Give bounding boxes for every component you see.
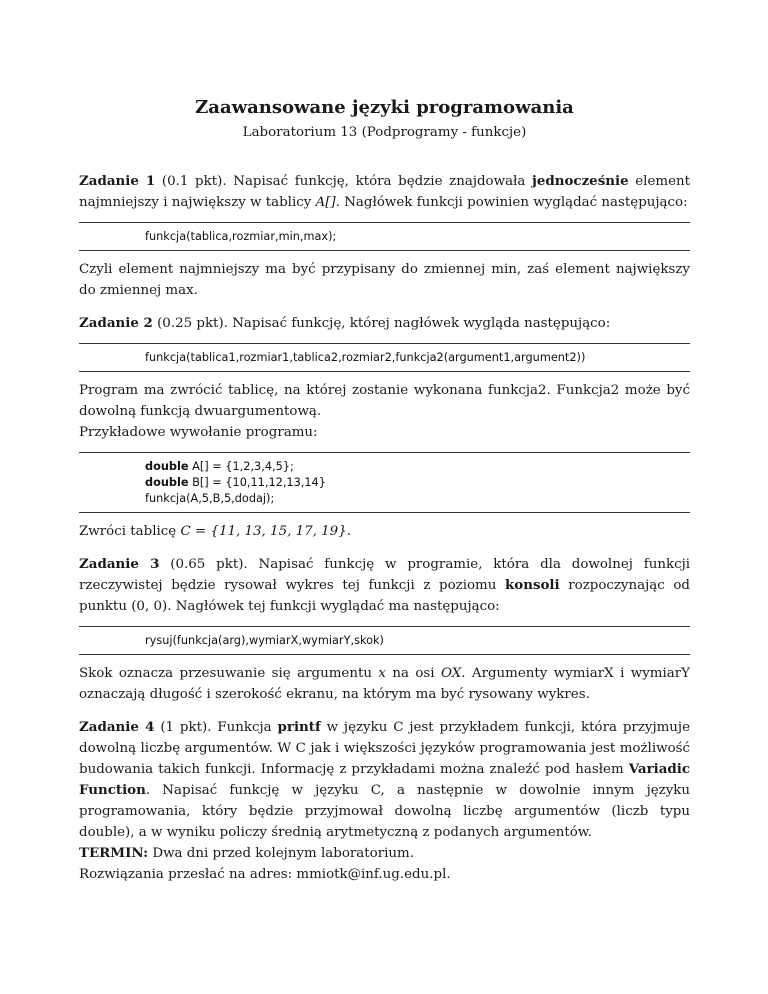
task-4-points: (1 pkt).	[160, 720, 212, 735]
task-1-text-c: . Nagłówek funkcji powinien wyglądać następująco:	[335, 195, 688, 210]
task-1-text-b: element najmniejszy i największy w tablicy	[79, 174, 690, 210]
deadline	[79, 843, 690, 864]
task-2-result	[79, 521, 690, 542]
task-4-variadic: Variadic Function	[79, 761, 690, 798]
task-1-array-var: A[]	[315, 195, 336, 210]
task-2-after-1: Program ma zwrócić tablicę, na której zostanie wykonana funkcja2. Funkcja2 może być dowolną funkcją dwuargumentową.	[79, 383, 690, 419]
task-4-text-c: . Napisać funkcję w języku C, a następnie w dowolnie innym języku programowania, który będzie przyjmował dowolną liczbę argumentów (liczb typu double), a w wyniku policzy średnią arytmetyczną z podanych argumentów.	[79, 783, 690, 840]
task-1-label: Zadanie 1	[79, 173, 156, 189]
task-2-points: (0.25 pkt).	[157, 316, 228, 331]
task-3-after	[79, 663, 690, 705]
task-4-printf: printf	[277, 719, 321, 735]
document-title: Zaawansowane języki programowania	[195, 97, 574, 118]
task-3	[79, 554, 690, 705]
task-1-code: funkcja(tablica,rozmiar,min,max);	[145, 230, 337, 243]
task-2-example-line-2	[145, 475, 690, 491]
code-keyword-double: double	[145, 476, 189, 489]
deadline-text: Dwa dni przed kolejnym laboratorium.	[148, 846, 414, 861]
task-3-after-c: . Argumenty wymiarX i wymiarY oznaczają długość i szerokość ekranu, na którym ma być rysowany wykres.	[79, 666, 691, 702]
task-2-result-math: C = {11, 13, 15, 17, 19}	[180, 524, 347, 539]
task-3-description	[79, 554, 690, 617]
task-1-text-a: Napisać funkcję, która będzie znajdowała	[233, 174, 533, 189]
task-1-code-box	[79, 222, 690, 251]
task-2-example-code-box	[79, 452, 690, 513]
code-line-2-rest: B[] = {10,11,12,13,14}	[188, 476, 326, 489]
task-3-var-x: x	[378, 666, 386, 681]
task-3-text-bold: konsoli	[505, 577, 560, 593]
task-1	[79, 171, 690, 301]
task-3-after-b: na osi	[385, 666, 441, 681]
deadline-label: TERMIN:	[79, 845, 149, 861]
task-4-description	[79, 717, 690, 843]
task-3-text-b: rozpoczynając od punktu (0, 0). Nagłówek tej funkcji wyglądać ma następująco:	[79, 578, 690, 614]
task-2-result-end: .	[346, 524, 351, 539]
task-3-code-box	[79, 626, 690, 655]
task-2-after-2: Przykładowe wywołanie programu:	[79, 425, 318, 440]
code-line-1-rest: A[] = {1,2,3,4,5};	[188, 460, 294, 473]
task-4-text-b: w języku C jest przykładem funkcji, która przyjmuje dowolną liczbę argumentów. W C jak i większości języków programowania jest możliwość budowania takich funkcji. Informację z przykładami można znaleźć pod hasłem	[79, 720, 690, 777]
task-2-text: Napisać funkcję, której nagłówek wygląda następująco:	[232, 316, 611, 331]
task-4-text-a: Funkcja	[217, 720, 278, 735]
task-1-after: Czyli element najmniejszy ma być przypisany do zmiennej min, zaś element największy do zmiennej max.	[79, 262, 690, 298]
task-3-var-ox: OX	[440, 666, 462, 681]
task-3-code: rysuj(funkcja(arg),wymiarX,wymiarY,skok)	[145, 634, 384, 647]
task-1-description	[79, 171, 690, 213]
task-2	[79, 313, 690, 542]
document-subtitle: Laboratorium 13 (Podprogramy - funkcje)	[242, 125, 527, 140]
task-2-result-text: Zwróci tablicę	[79, 524, 181, 539]
task-4	[79, 717, 690, 885]
task-2-description	[79, 313, 690, 334]
task-3-after-a: Skok oznacza przesuwanie się argumentu	[79, 666, 379, 681]
task-3-text-a: Napisać funkcję w programie, która dla dowolnej funkcji rzeczywistej będzie rysował wykres tej funkcji z poziomu	[79, 557, 691, 593]
task-2-label: Zadanie 2	[79, 315, 153, 331]
task-1-points: (0.1 pkt).	[161, 174, 227, 189]
task-4-label: Zadanie 4	[79, 719, 155, 735]
contact-line: Rozwiązania przesłać na adres: mmiotk@inf.ug.edu.pl.	[79, 867, 451, 882]
document-page	[79, 96, 690, 885]
code-keyword-double: double	[145, 460, 189, 473]
task-2-code: funkcja(tablica1,rozmiar1,tablica2,rozmiar2,funkcja2(argument1,argument2))	[145, 351, 586, 364]
task-1-text-bold: jednocześnie	[532, 173, 629, 189]
task-3-label: Zadanie 3	[79, 556, 160, 572]
task-2-example-line-1	[145, 459, 690, 475]
task-2-example-line-3: funkcja(A,5,B,5,dodaj);	[145, 492, 275, 505]
task-2-code-box	[79, 343, 690, 372]
task-3-points: (0.65 pkt).	[170, 557, 248, 572]
